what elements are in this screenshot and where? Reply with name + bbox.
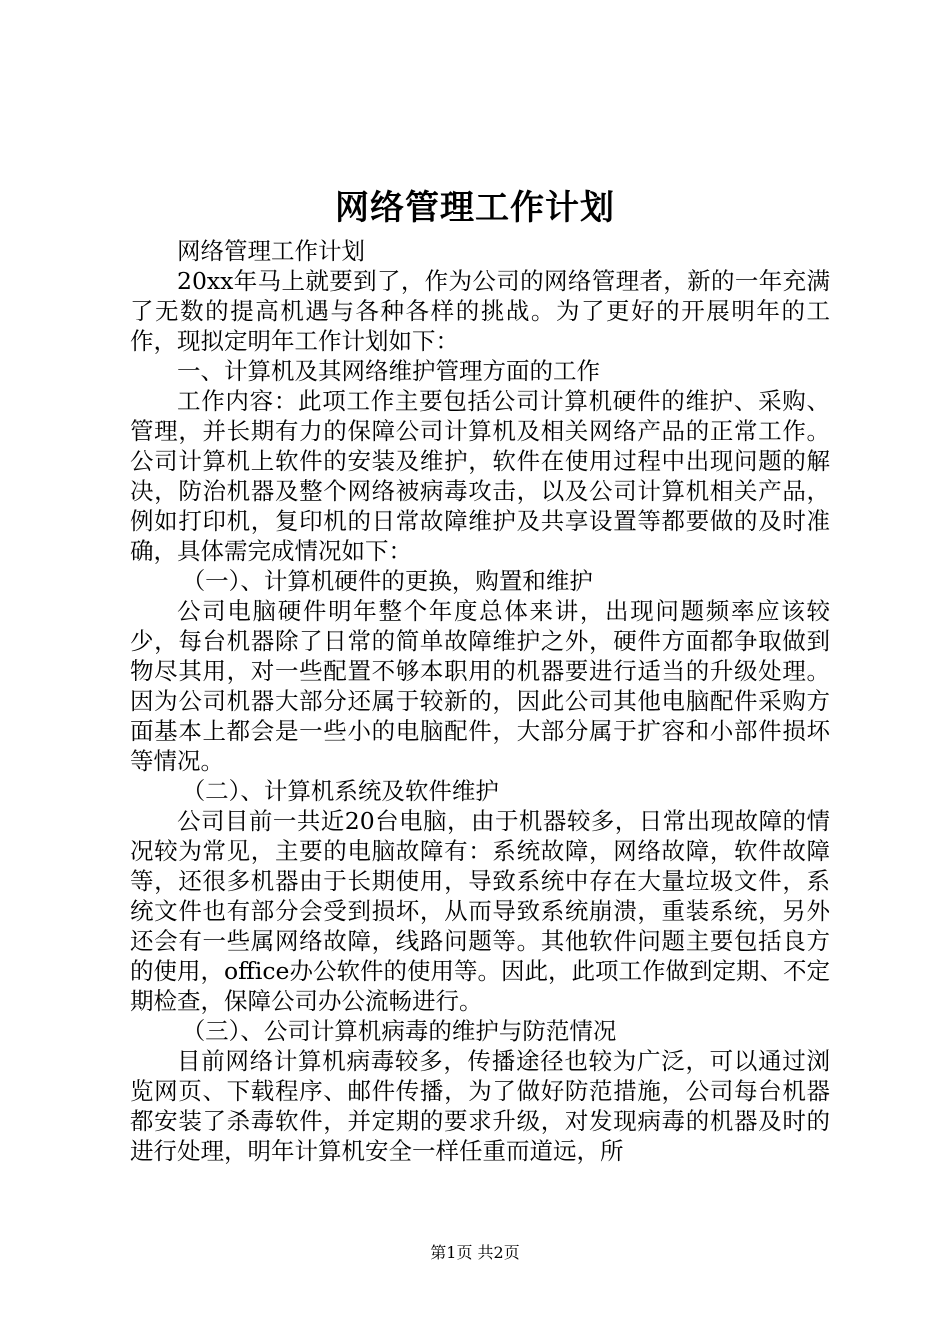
subsection-heading-2: （二）、计算机系统及软件维护 [181,777,499,805]
page-footer: 第1页 共2页 [430,1243,520,1262]
paragraph-hardware: 公司电脑硬件明年整个年度总体来讲，出现问题频率应该较少，每台机器除了日常的简单故障维护之外，硬件方面都争取做到物尽其用，对一些配置不够本职用的机器要进行适当的升级处理。因为公司机器大部分还属于较新的，因此公司其他电脑配件采购方面基本上都会是一些小的电脑配件，大部分属于扩容和小部件损坏等情况。 [130,597,830,775]
subsection-heading-1: （一）、计算机硬件的更换，购置和维护 [181,567,593,595]
document-body [130,236,830,1166]
paragraph-heading-repeat: 网络管理工作计划 [177,237,365,265]
paragraph-virus: 目前网络计算机病毒较多，传播途径也较为广泛，可以通过浏览网页、下载程序、邮件传播，为了做好防范措施，公司每台机器都安装了杀毒软件，并定期的要求升级，对发现病毒的机器及时的进行处理，明年计算机安全一样任重而道远，所 [130,1047,830,1165]
subsection-heading-3: （三）、公司计算机病毒的维护与防范情况 [181,1017,617,1045]
paragraph-intro: 20xx年马上就要到了，作为公司的网络管理者，新的一年充满了无数的提高机遇与各种各样的挑战。为了更好的开展明年的工作，现拟定明年工作计划如下： [130,267,830,355]
paragraph-software: 公司目前一共近20台电脑，由于机器较多，日常出现故障的情况较为常见，主要的电脑故障有：系统故障，网络故障，软件故障等，还很多机器由于长期使用，导致系统中存在大量垃圾文件，系统文件也有部分会受到损坏，从而导致系统崩溃，重装系统，另外还会有一些属网络故障，线路问题等。其他软件问题主要包括良方的使用，office办公软件的使用等。因此，此项工作做到定期、不定期检查，保障公司办公流畅进行。 [130,807,830,1015]
paragraph-work-content: 工作内容：此项工作主要包括公司计算机硬件的维护、采购、管理，并长期有力的保障公司计算机及相关网络产品的正常工作。公司计算机上软件的安装及维护，软件在使用过程中出现问题的解决，防治机器及整个网络被病毒攻击，以及公司计算机相关产品，例如打印机，复印机的日常故障维护及共享设置等都要做的及时准确，具体需完成情况如下： [130,387,830,565]
document-title: 网络管理工作计划 [335,188,615,228]
section-heading-1: 一、计算机及其网络维护管理方面的工作 [177,357,600,385]
